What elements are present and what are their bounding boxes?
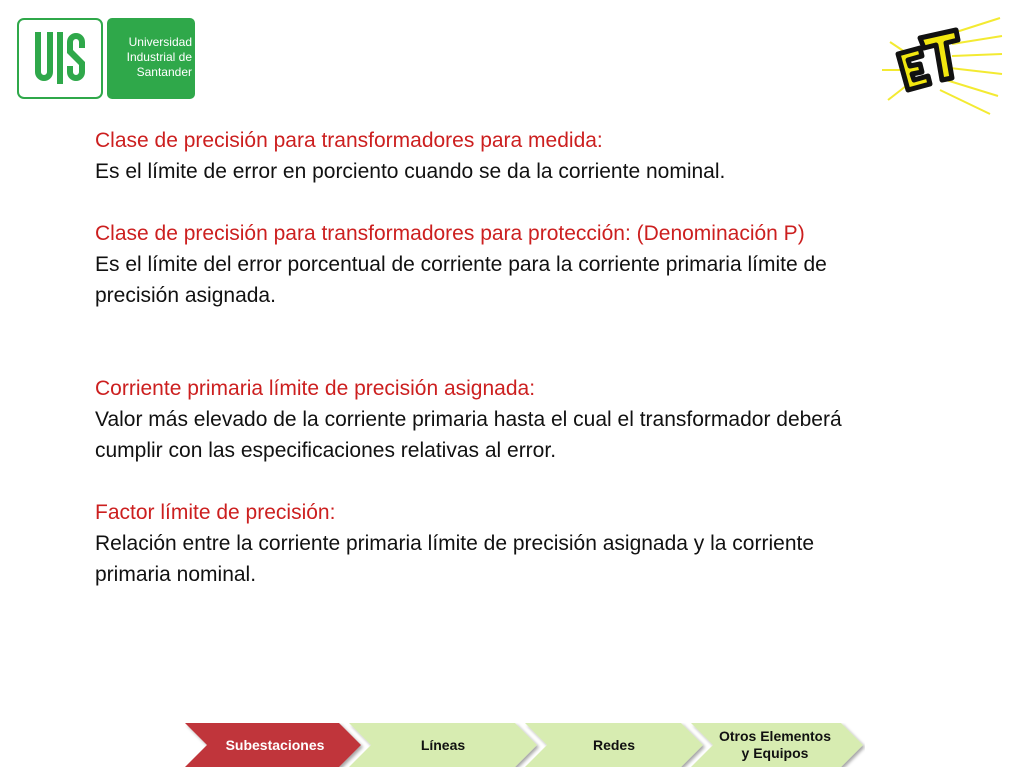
uis-line-2: Industrial de	[126, 50, 192, 64]
uis-line-3: Santander	[136, 65, 192, 79]
section-line: cumplir con las especificaciones relativas al error.	[95, 439, 557, 462]
nav-label: Redes	[592, 736, 636, 753]
uis-line-1: Universidad	[128, 35, 192, 49]
nav-label: Subestaciones	[225, 736, 325, 753]
section-line: Es el límite de error en porciento cuando se da la corriente nominal.	[95, 160, 726, 183]
nav-tab-subestaciones[interactable]	[205, 723, 345, 767]
section-title: Corriente primaria límite de precisión asignada:	[95, 377, 536, 400]
nav-tab-redes[interactable]	[547, 723, 681, 767]
section-line: precisión asignada.	[95, 284, 276, 307]
section-title: Factor límite de precisión:	[95, 501, 336, 524]
section-title: Clase de precisión para transformadores para medida:	[95, 129, 603, 152]
section-factor	[95, 497, 955, 590]
section-line: Valor más elevado de la corriente primaria hasta el cual el transformador deberá	[95, 408, 842, 431]
nav-label-line1: Otros Elementos	[718, 728, 832, 744]
uis-logo-text	[118, 35, 192, 80]
section-line: Relación entre la corriente primaria límite de precisión asignada y la corriente	[95, 532, 815, 555]
section-medida	[95, 125, 955, 187]
nav-label-line2: y Equipos	[741, 745, 809, 761]
section-proteccion	[95, 218, 955, 311]
et-logo	[880, 14, 1005, 127]
section-line: Es el límite del error porcentual de corriente para la corriente primaria límite de	[95, 253, 827, 276]
section-line: primaria nominal.	[95, 563, 257, 586]
section-corriente	[95, 373, 955, 466]
nav-tab-lineas[interactable]	[371, 723, 515, 767]
section-title: Clase de precisión para transformadores para protección: (Denominación P)	[95, 222, 805, 245]
slide-content	[95, 125, 955, 590]
nav-label: Líneas	[420, 736, 466, 753]
nav-tab-otros-elementos[interactable]	[705, 723, 845, 767]
